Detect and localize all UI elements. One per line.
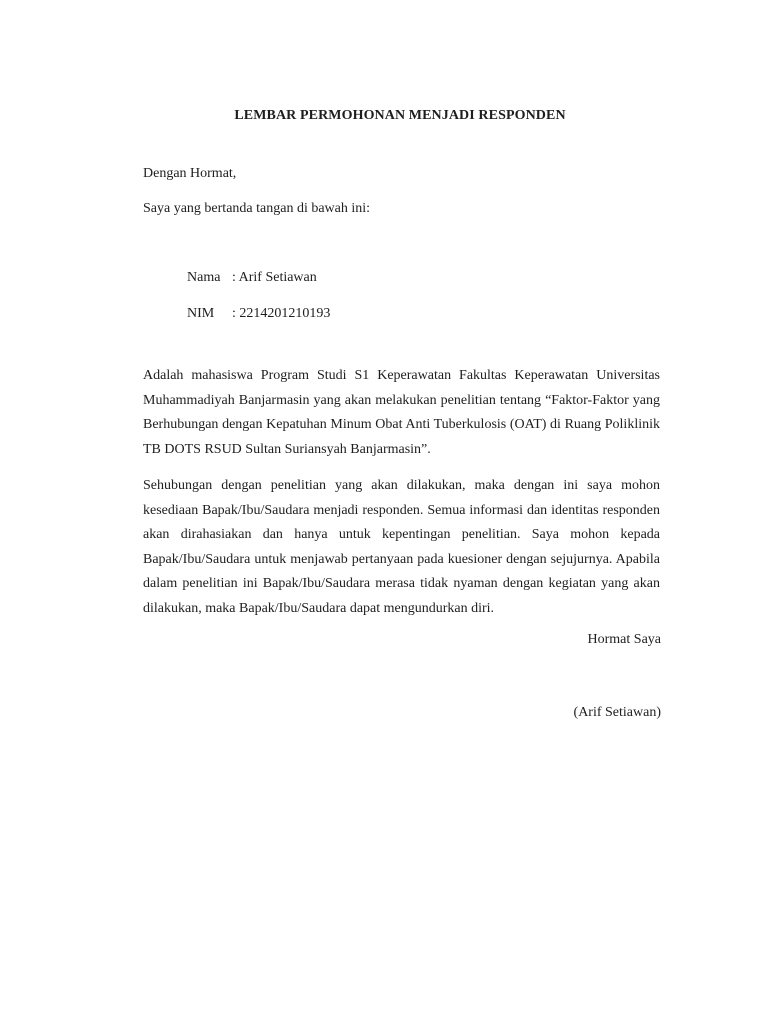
intro-text: Saya yang bertanda tangan di bawah ini: bbox=[143, 201, 371, 216]
field-value-name: : Arif Setiawan bbox=[232, 270, 317, 285]
paragraph-2: Sehubungan dengan penelitian yang akan dilakukan, maka dengan ini saya mohon kesediaan Bapak/Ibu/Saudara menjadi responden. Semua informasi dan identitas responden akan dirahasiakan dan hanya untuk kepentingan penelitian. Saya mohon kepada Bapak/Ibu/Saudara untuk menjawab pertanyaan pada kuesioner dengan sejujurnya. Apabila dalam penelitian ini Bapak/Ibu/Saudara merasa tidak nyaman dengan kegiatan yang akan dilakukan, maka Bapak/Ibu/Saudara dapat mengundurkan diri. bbox=[143, 478, 660, 616]
field-value-nim: : 2214201210193 bbox=[232, 306, 331, 321]
field-row-name bbox=[187, 270, 317, 286]
paragraph-1: Adalah mahasiswa Program Studi S1 Keperawatan Fakultas Keperawatan Universitas Muhammadiyah Banjarmasin yang akan melakukan penelitian tentang “Faktor-Faktor yang Berhubungan dengan Kepatuhan Minum Obat Anti Tuberkulosis (OAT) di Ruang Poliklinik TB DOTS RSUD Sultan Suriansyah Banjarmasin”. bbox=[143, 368, 660, 457]
page-title: LEMBAR PERMOHONAN MENJADI RESPONDEN bbox=[234, 108, 566, 123]
field-label-name: Nama bbox=[187, 270, 221, 285]
greeting-text: Dengan Hormat, bbox=[143, 166, 237, 181]
field-label-nim: NIM bbox=[187, 306, 215, 321]
closing-text: Hormat Saya bbox=[587, 632, 661, 647]
signature-name: (Arif Setiawan) bbox=[573, 705, 661, 720]
field-row-nim bbox=[187, 306, 330, 322]
